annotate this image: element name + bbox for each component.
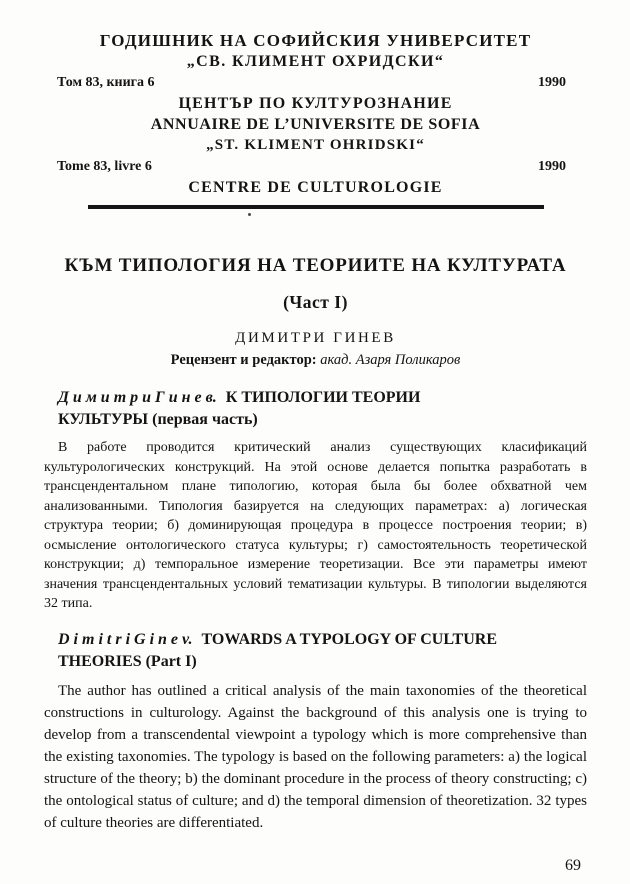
center-name-bg: ЦЕНТЪР ПО КУЛТУРОЗНАНИЕ — [178, 95, 453, 112]
volume-label-bg: Том 83, книга 6 — [57, 75, 155, 90]
article-title-line2: (Част I) — [283, 292, 348, 312]
abstract-ru-title-line1: К ТИПОЛОГИИ ТЕОРИИ — [225, 389, 421, 406]
journal-title-fr-line2: „ST. KLIMENT OHRIDSKI“ — [206, 137, 425, 153]
abstract-ru-title-line2: КУЛЬТУРЫ (первая часть) — [58, 411, 258, 428]
volume-label-fr: Tome 83, livre 6 — [57, 159, 152, 174]
page-number: 69 — [565, 857, 581, 874]
center-name-fr: CENTRE DE CULTUROLOGIE — [188, 179, 443, 196]
volume-row-bg — [44, 72, 587, 93]
abstract-en-title-line2: THEORIES (Part I) — [58, 652, 197, 670]
journal-title-bg-line1: ГОДИШНИК НА СОФИЙСКИЯ УНИВЕРСИТЕТ — [99, 31, 532, 50]
abstract-en-body: The author has outlined a critical analysis of the main taxonomies of the theoretical constructions in culturology. Against the background of this analysis one is trying to develop from a transcendental viewpoint a typology which is more comprehensive than the existing taxonomies. The typology is based on the following parameters: a) the logical structure of the theory; b) the dominant procedure in the process of theory constructing; c) the ontological status of culture; and d) the temporal dimension of theoretization. 32 types of culture theories are differentiated. — [44, 682, 587, 831]
journal-title-fr-line1: ANNUAIRE DE L’UNIVERSITE DE SOFIA — [150, 116, 481, 133]
year-fr: 1990 — [538, 159, 566, 174]
article-author: ДИМИТРИ ГИНЕВ — [235, 330, 396, 346]
volume-row-fr — [44, 156, 587, 177]
journal-masthead — [44, 30, 587, 198]
editor-line — [44, 350, 587, 370]
abstract-en-author: D i m i t r i G i n e v. — [58, 630, 193, 648]
editor-name: акад. Азаря Поликаров — [320, 352, 461, 368]
article — [44, 242, 587, 834]
abstract-russian — [44, 387, 587, 614]
abstract-en-title-line1: TOWARDS A TYPOLOGY OF CULTURE — [201, 630, 497, 648]
year-bg: 1990 — [538, 75, 566, 90]
abstract-ru-heading — [44, 387, 587, 431]
article-title — [44, 242, 587, 316]
abstract-ru-body: В работе проводится критический анализ существующих класификаций культурологических конструкций. На этой основе делается попытка разработать в трансцендентальном плане типологию, которая была бы более обхватной чем анализованными. Типология базируется на следующих параметрах: а) логическая структура теории; б) доминирующая процедура в процессе построения теории; в) осмысление онтологического статуса культуры; г) самостоятельность теоретической конструкции; д) темпоральное измерение теоретизации. Все эти параметры имеют значения трансцендентальных условий тематизации культуры. В типологии выделяются 32 типа. — [44, 440, 587, 611]
scan-speck — [248, 213, 251, 216]
editor-label: Рецензент и редактор: — [170, 352, 317, 368]
abstract-en-heading — [44, 629, 587, 673]
abstract-english — [44, 629, 587, 834]
divider-rule — [88, 205, 544, 209]
abstract-ru-author: Д и м и т р и Г и н е в. — [58, 389, 217, 406]
article-title-line1: КЪМ ТИПОЛОГИЯ НА ТЕОРИИТЕ НА КУЛТУРАТА — [64, 255, 567, 276]
journal-title-bg-line2: „СВ. КЛИМЕНТ ОХРИДСКИ“ — [186, 53, 445, 70]
